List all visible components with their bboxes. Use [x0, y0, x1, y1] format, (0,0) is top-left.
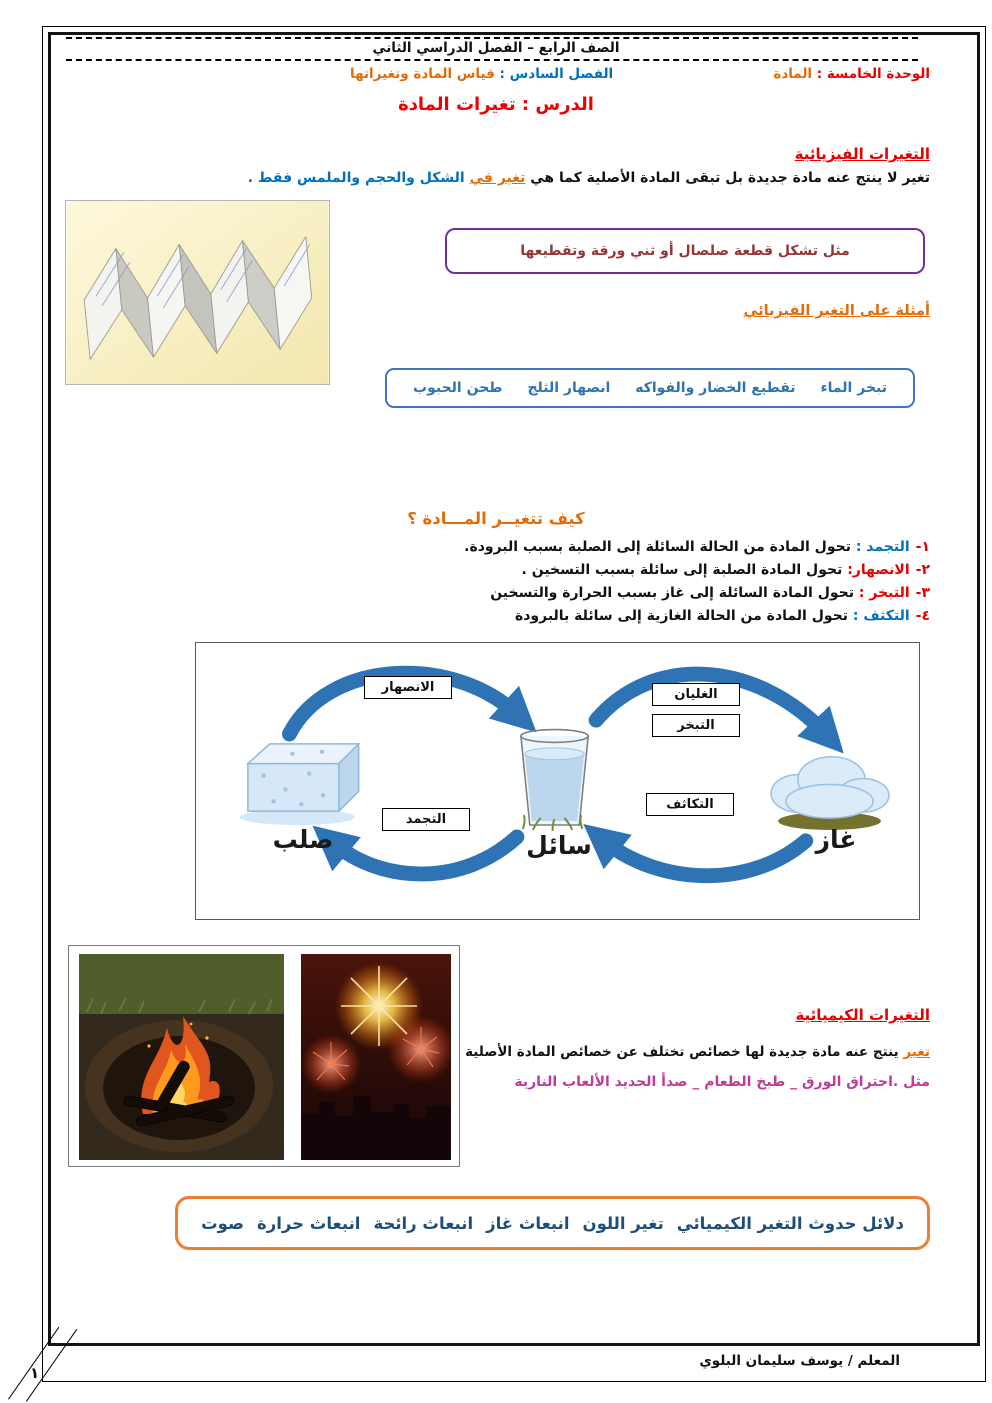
dashed-divider-top — [66, 37, 918, 39]
example-item: تقطيع الخضار والفواكه — [635, 380, 796, 396]
item-number: ١- — [915, 539, 930, 555]
example-item: انصهار الثلج — [527, 380, 611, 396]
evidence-item: انبعاث حرارة — [256, 1213, 361, 1233]
evidence-item: تغير اللون — [582, 1213, 664, 1233]
ice-cube-illustration — [240, 744, 359, 825]
physical-examples-box — [385, 368, 915, 408]
states-of-matter-diagram — [195, 642, 920, 920]
chemical-changes-definition — [465, 1044, 930, 1060]
example-item: تبخر الماء — [820, 380, 887, 396]
item-term: التبخر : — [858, 585, 910, 601]
evidence-item: انبعاث رائحة — [373, 1213, 474, 1233]
definition-blue-text: الشكل والحجم والملمس فقط . — [247, 170, 465, 186]
definition-highlight: تغير — [903, 1044, 930, 1060]
freezing-label: التجمد — [382, 808, 470, 831]
liquid-state-label: سائل — [526, 831, 592, 860]
list-item — [464, 536, 930, 559]
chemical-examples-line: مثل .احتراق الورق _ طبخ الطعام _ صدأ الحديد الألعاب النارية — [514, 1074, 930, 1090]
grade-header: الصف الرابع – الفصل الدراسي الثاني — [372, 40, 620, 56]
physical-example-note-box — [445, 228, 925, 274]
melting-label: الانصهار — [364, 676, 452, 699]
evidence-item: صوت — [201, 1213, 244, 1233]
freezing-arrow-icon — [333, 837, 517, 874]
chemical-change-evidence-box — [175, 1196, 930, 1250]
item-desc: تحول المادة السائلة إلى غاز بسبب الحرارة والتسخين — [490, 585, 854, 601]
item-term: التكثف : — [852, 608, 910, 624]
condensation-label: التكاثف — [646, 793, 734, 816]
chemical-change-photos — [68, 945, 460, 1167]
evidence-item: انبعاث غاز — [486, 1213, 570, 1233]
list-item — [464, 605, 930, 628]
item-number: ٢- — [915, 562, 930, 578]
how-matter-changes-list — [464, 536, 930, 628]
solid-state-label: صلب — [272, 825, 334, 854]
list-item — [464, 559, 930, 582]
evaporation-label: التبخر — [652, 714, 740, 737]
how-matter-changes-heading: كيف تتغيــر المـــادة ؟ — [407, 509, 585, 528]
unit-label: الوحدة الخامسة : — [816, 66, 930, 82]
unit-header — [773, 66, 930, 82]
chapter-label: الفصل السادس : — [499, 66, 614, 82]
item-term: التجمد : — [855, 539, 910, 555]
chemical-changes-heading: التغيرات الكيميائية — [795, 1006, 930, 1024]
evidence-title: دلائل حدوث التغير الكيميائي — [676, 1213, 904, 1233]
item-term: الانصهار: — [847, 562, 910, 578]
item-number: ٤- — [915, 608, 930, 624]
item-number: ٣- — [915, 585, 930, 601]
item-desc: تحول المادة الصلبة إلى سائلة بسبب التسخين . — [521, 562, 843, 578]
folded-paper-figure — [65, 200, 330, 385]
gas-state-label: غاز — [815, 825, 857, 854]
dashed-divider-bottom — [66, 59, 918, 61]
chapter-value: قياس المادة وتغيراتها — [350, 66, 495, 82]
unit-value: المادة — [773, 66, 813, 82]
campfire-photo — [79, 954, 284, 1160]
physical-example-note: مثل تشكل قطعة صلصال أو ثني ورقة وتقطيعها — [520, 243, 850, 259]
states-diagram-graphic — [196, 643, 918, 918]
page-number: ١ — [30, 1364, 40, 1382]
definition-text: تغير لا ينتج عنه مادة جديدة بل تبقى المادة الأصلية كما هي — [530, 170, 930, 186]
folded-paper-illustration — [66, 201, 329, 384]
physical-changes-heading: التغيرات الفيزيائية — [794, 145, 930, 163]
fireworks-photo — [301, 954, 451, 1160]
lesson-title: الدرس : تغيرات المادة — [398, 94, 594, 115]
list-item — [464, 582, 930, 605]
definition-highlight: تغير في — [469, 170, 526, 186]
definition-text: ينتج عنه مادة جديدة لها خصائص تختلف عن خصائص المادة الأصلية — [465, 1044, 899, 1060]
item-desc: تحول المادة من الحالة الغازية إلى سائلة بالبرودة — [514, 608, 848, 624]
example-item: طحن الحبوب — [413, 380, 503, 396]
chapter-header — [350, 66, 613, 82]
physical-examples-heading: أمثلة على التغير الفيزيائي — [743, 303, 930, 319]
water-glass-illustration — [521, 730, 588, 831]
teacher-footer: المعلم / يوسف سليمان البلوي — [699, 1353, 900, 1369]
condensation-arrow-icon — [604, 841, 806, 876]
physical-changes-definition — [248, 170, 930, 186]
steam-cloud-illustration — [771, 757, 889, 830]
item-desc: تحول المادة من الحالة السائلة إلى الصلبة بسبب البرودة. — [464, 539, 851, 555]
boiling-label: الغليان — [652, 683, 740, 706]
